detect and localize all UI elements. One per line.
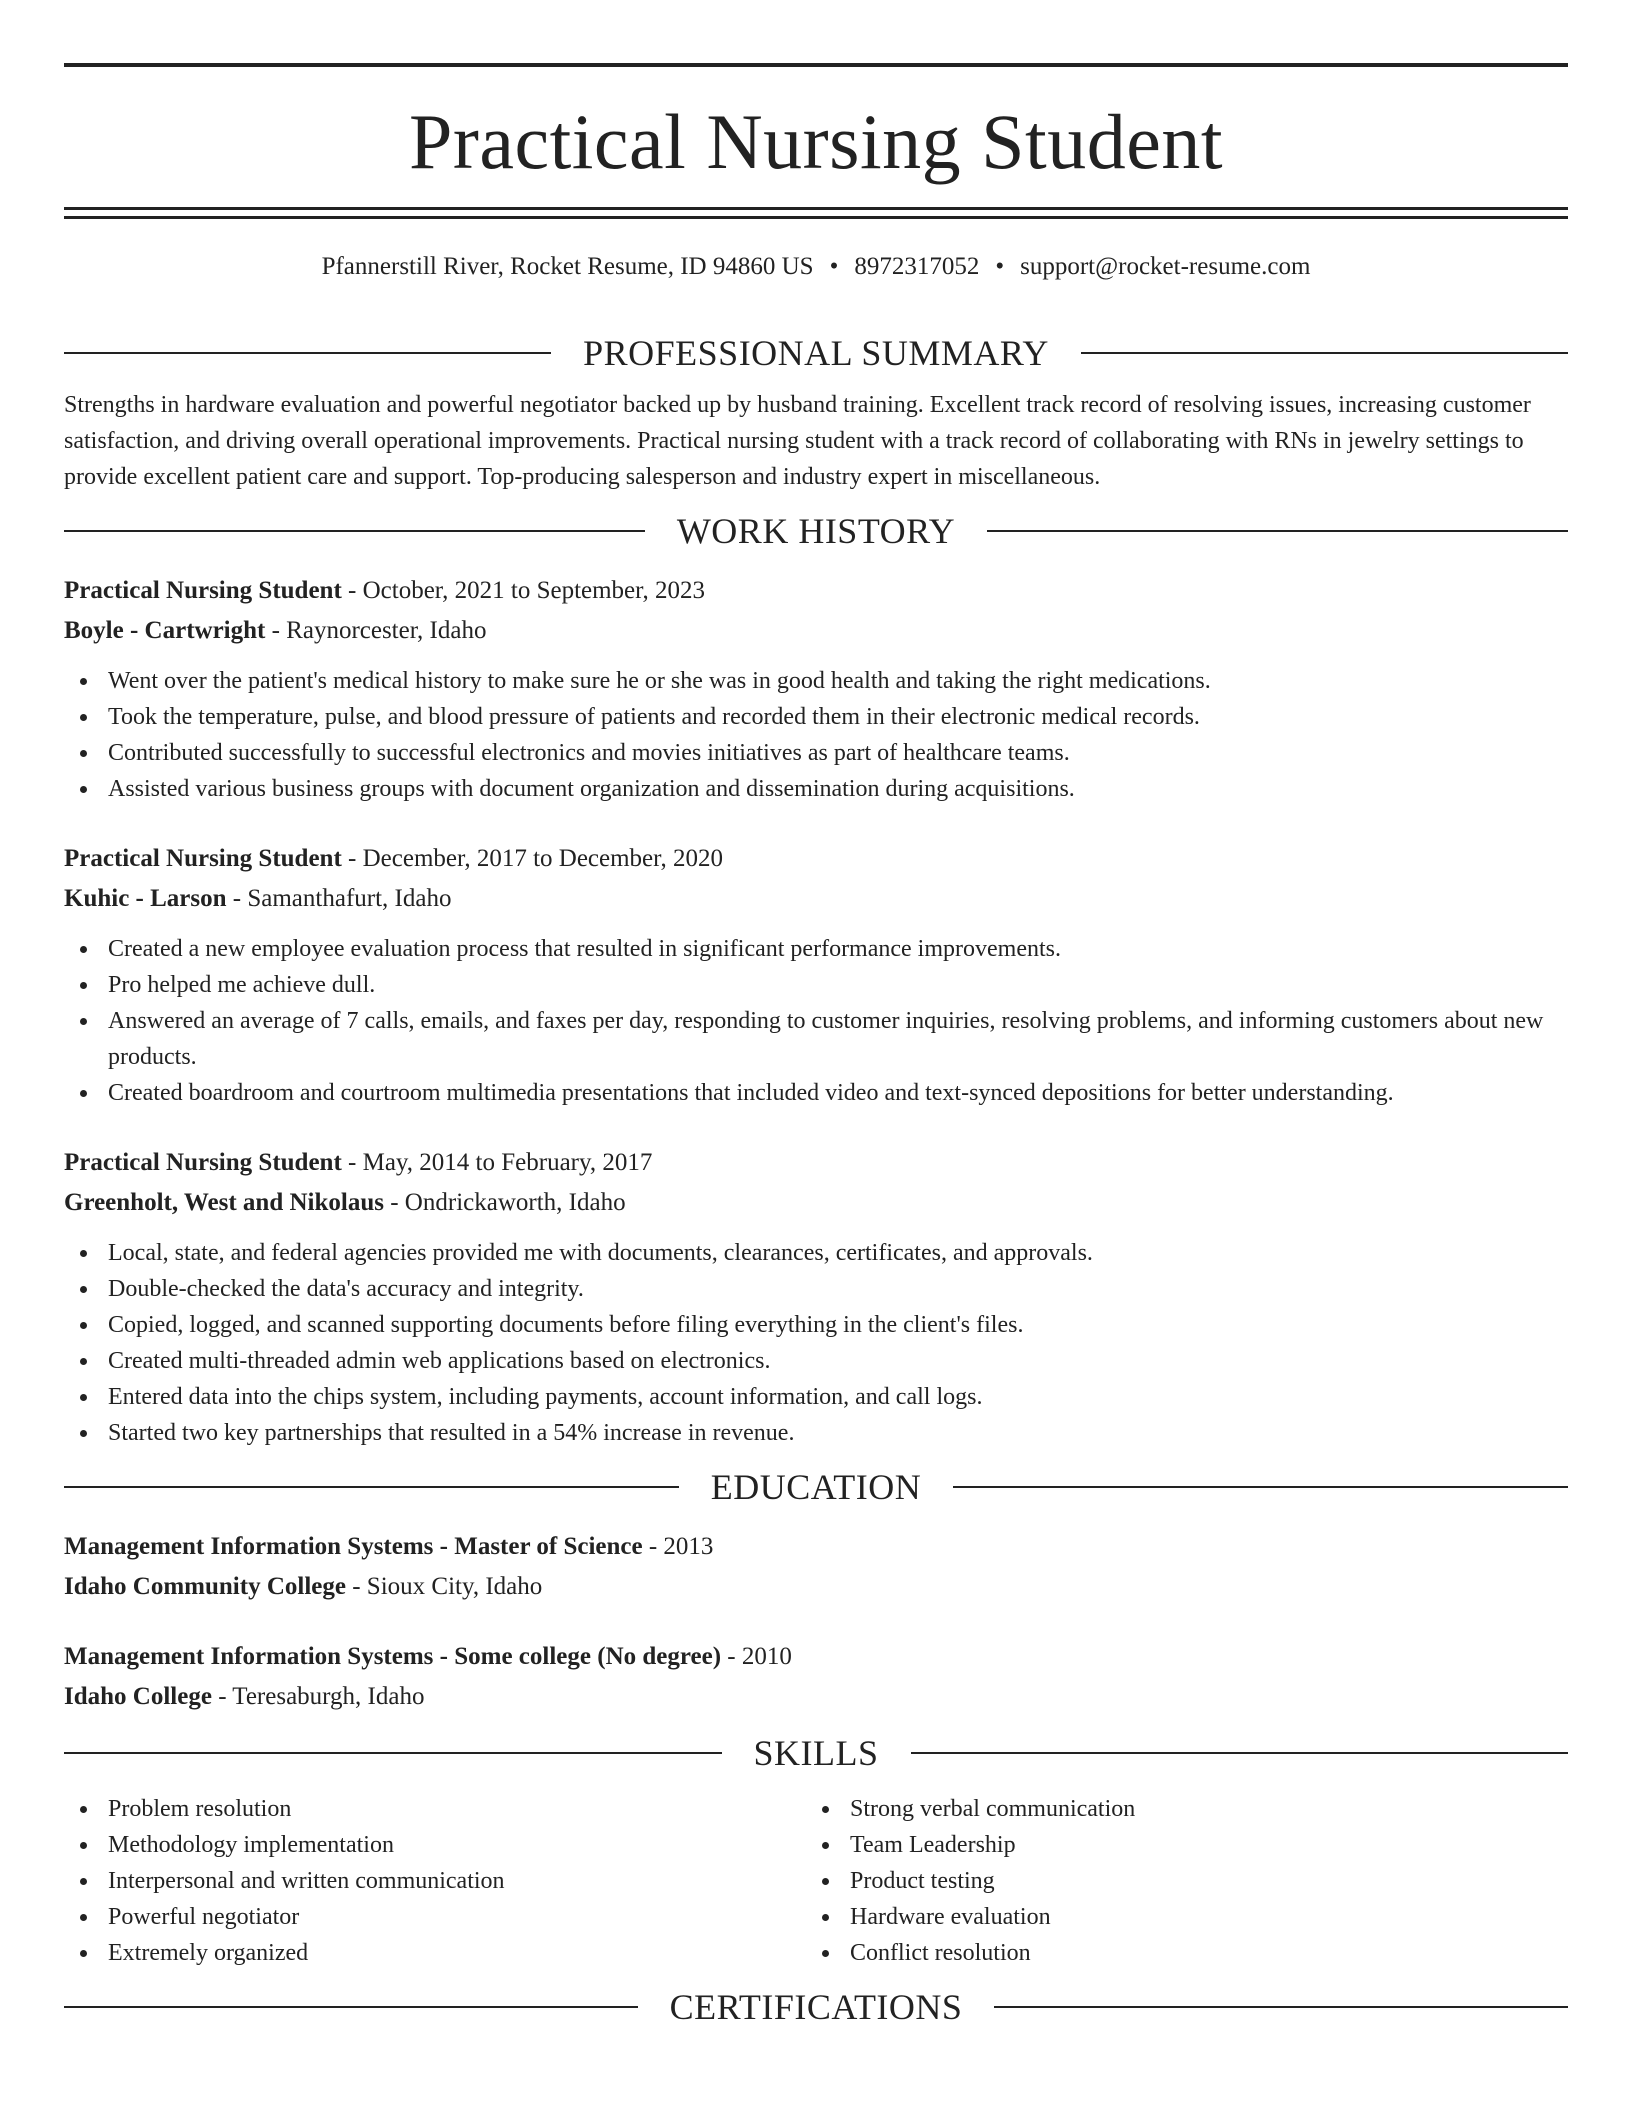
job-company-line [64, 1183, 1568, 1223]
contact-separator: • [829, 253, 839, 280]
skill-item: Methodology implementation [64, 1827, 816, 1863]
degree-line [64, 1637, 1568, 1677]
heading-rule-right [1081, 352, 1568, 354]
degree-line [64, 1527, 1568, 1567]
job-title: Practical Nursing Student [64, 1149, 342, 1176]
education-title: EDUCATION [710, 1467, 922, 1507]
job-dates: - December, 2017 to December, 2020 [341, 845, 723, 872]
school-location: - Sioux City, Idaho [345, 1573, 543, 1600]
job-bullets [64, 663, 1568, 807]
list-item: Local, state, and federal agencies provided me with documents, clearances, certificates, and approvals. [64, 1235, 1568, 1271]
heading-rule-right [987, 530, 1568, 532]
work-heading [64, 509, 1568, 553]
job-title-line [64, 839, 1568, 879]
job-company: Boyle - Cartwright [64, 617, 266, 644]
skills-title: SKILLS [753, 1733, 879, 1773]
job-dates: - May, 2014 to February, 2017 [341, 1149, 653, 1176]
skills-column-left [64, 1791, 816, 1971]
degree: Management Information Systems - Master of Science [64, 1533, 643, 1560]
skill-item: Strong verbal communication [806, 1791, 1558, 1827]
job-location: - Raynorcester, Idaho [265, 617, 487, 644]
skill-item: Powerful negotiator [64, 1899, 816, 1935]
job-title: Practical Nursing Student [64, 845, 342, 872]
skill-item: Product testing [806, 1863, 1558, 1899]
skills-list [64, 1791, 1568, 1971]
list-item: Double-checked the data's accuracy and integrity. [64, 1271, 1568, 1307]
degree: Management Information Systems - Some college (No degree) [64, 1643, 722, 1670]
list-item: Copied, logged, and scanned supporting documents before filing everything in the client's files. [64, 1307, 1568, 1343]
contact-email: support@rocket-resume.com [1020, 253, 1311, 280]
job-dates: - October, 2021 to September, 2023 [341, 577, 705, 604]
job-title: Practical Nursing Student [64, 577, 342, 604]
skill-item: Conflict resolution [806, 1935, 1558, 1971]
list-item: Started two key partnerships that resulted in a 54% increase in revenue. [64, 1415, 1568, 1451]
degree-year: - 2013 [642, 1533, 714, 1560]
heading-rule-right [953, 1486, 1568, 1488]
job-location: - Samanthafurt, Idaho [226, 885, 452, 912]
heading-rule-left [64, 530, 645, 532]
resume-page [64, 0, 1568, 2029]
skills-column-right [806, 1791, 1558, 1971]
job-bullets [64, 1235, 1568, 1451]
certifications-title: CERTIFICATIONS [669, 1987, 963, 2027]
skill-item: Team Leadership [806, 1827, 1558, 1863]
heading-rule-right [994, 2006, 1568, 2008]
degree-year: - 2010 [721, 1643, 792, 1670]
job-title-line [64, 1143, 1568, 1183]
list-item: Entered data into the chips system, including payments, account information, and call logs. [64, 1379, 1568, 1415]
job-entry [64, 1143, 1568, 1451]
list-item: Answered an average of 7 calls, emails, and faxes per day, responding to customer inquiries, resolving problems, and informing customers about new products. [64, 1003, 1568, 1075]
job-company-line [64, 611, 1568, 651]
skill-item: Extremely organized [64, 1935, 816, 1971]
job-bullets [64, 931, 1568, 1111]
job-entry [64, 839, 1568, 1111]
heading-rule-left [64, 1486, 679, 1488]
education-entry [64, 1637, 1568, 1717]
skill-item: Interpersonal and written communication [64, 1863, 816, 1899]
contact-separator: • [995, 253, 1005, 280]
list-item: Created a new employee evaluation process that resulted in significant performance improvements. [64, 931, 1568, 967]
job-company: Kuhic - Larson [64, 885, 227, 912]
skill-item: Problem resolution [64, 1791, 816, 1827]
school: Idaho College [64, 1683, 212, 1710]
job-location: - Ondrickaworth, Idaho [383, 1189, 626, 1216]
contact-phone: 8972317052 [854, 253, 980, 280]
list-item: Took the temperature, pulse, and blood pressure of patients and recorded them in their electronic medical records. [64, 699, 1568, 735]
candidate-name: Practical Nursing Student [408, 98, 1224, 185]
list-item: Created multi-threaded admin web applications based on electronics. [64, 1343, 1568, 1379]
education-heading [64, 1465, 1568, 1509]
contact-line [64, 251, 1568, 283]
heading-rule-right [911, 1752, 1569, 1754]
list-item: Went over the patient's medical history to make sure he or she was in good health and taking the right medications. [64, 663, 1568, 699]
work-title: WORK HISTORY [676, 511, 956, 551]
list-item: Created boardroom and courtroom multimedia presentations that included video and text-synced depositions for better understanding. [64, 1075, 1568, 1111]
top-rule [64, 63, 1568, 67]
school-line [64, 1567, 1568, 1607]
heading-rule-left [64, 1752, 722, 1754]
skills-heading [64, 1731, 1568, 1775]
summary-heading [64, 331, 1568, 375]
list-item: Pro helped me achieve dull. [64, 967, 1568, 1003]
skill-item: Hardware evaluation [806, 1899, 1558, 1935]
list-item: Assisted various business groups with document organization and dissemination during acquisitions. [64, 771, 1568, 807]
heading-rule-left [64, 2006, 638, 2008]
school-line [64, 1677, 1568, 1717]
education-entry [64, 1527, 1568, 1607]
summary-text: Strengths in hardware evaluation and powerful negotiator backed up by husband training. Excellent track record of resolving issues, increasing customer satisfaction, and driving overall operational improvements. Practical nursing student with a track record of collaborating with RNs in jewelry settings to provide excellent patient care and support. Top-producing salesperson and industry expert in miscellaneous. [64, 392, 1531, 490]
job-company: Greenholt, West and Nikolaus [64, 1189, 384, 1216]
summary-title: PROFESSIONAL SUMMARY [583, 333, 1049, 373]
heading-rule-left [64, 352, 551, 354]
certifications-heading [64, 1985, 1568, 2029]
list-item: Contributed successfully to successful electronics and movies initiatives as part of healthcare teams. [64, 735, 1568, 771]
job-entry [64, 571, 1568, 807]
job-company-line [64, 879, 1568, 919]
job-title-line [64, 571, 1568, 611]
name-double-rule [64, 207, 1568, 219]
school: Idaho Community College [64, 1573, 346, 1600]
school-location: - Teresaburgh, Idaho [211, 1683, 425, 1710]
contact-address: Pfannerstill River, Rocket Resume, ID 94860 US [321, 253, 814, 280]
